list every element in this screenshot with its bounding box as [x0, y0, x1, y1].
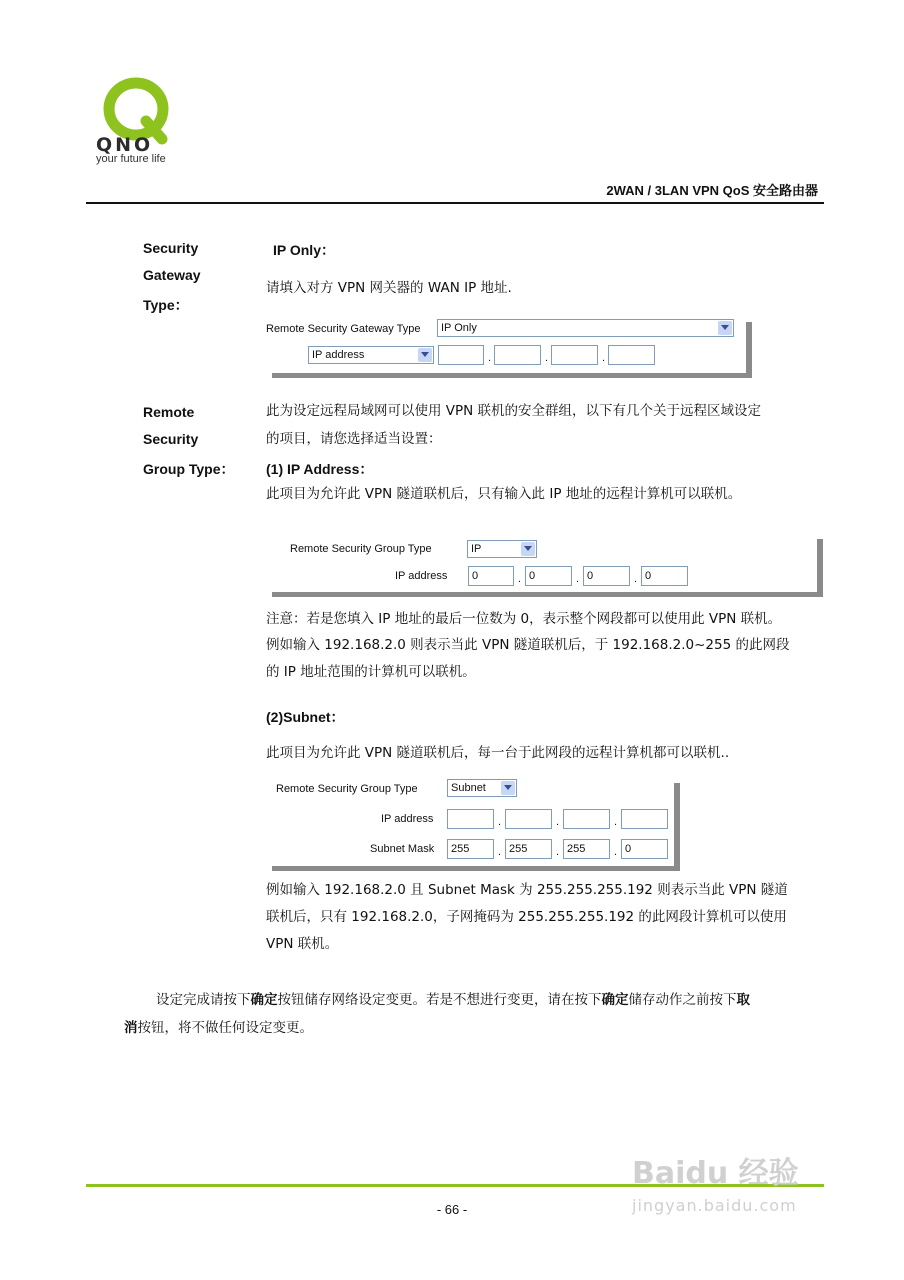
subnet-mask-octet-3[interactable]: 255	[563, 839, 610, 859]
example-line-3: VPN 联机。	[266, 936, 339, 952]
group-ip-octet-2[interactable]: 0	[525, 566, 572, 586]
logo-wordmark: QNO	[96, 134, 154, 156]
subnet-ip-label: IP address	[381, 813, 434, 825]
note-line-3: 的 IP 地址范围的计算机可以联机。	[266, 664, 476, 680]
gateway-type-label: Remote Security Gateway Type	[266, 323, 421, 335]
term-group-type: Group Type：	[143, 461, 235, 477]
closing-line-2: 消按钮，将不做任何设定变更。	[124, 1020, 313, 1036]
term-gateway: Gateway	[143, 267, 201, 283]
chevron-down-icon	[718, 321, 732, 335]
ip-only-desc: 请填入对方 VPN 网关器的 WAN IP 地址.	[266, 280, 512, 296]
term-security-2: Security	[143, 431, 199, 447]
group-intro-line-1: 此为设定远程局域网可以使用 VPN 联机的安全群组，以下有几个关于远程区域设定	[266, 403, 762, 419]
subnet-ip-octet-3[interactable]	[563, 809, 610, 829]
closing-line-1: 设定完成请按下确定按钮储存网络设定变更。若是不想进行变更，请在按下确定储存动作之前按下取	[156, 992, 750, 1008]
gateway-ip-octet-1[interactable]	[438, 345, 484, 365]
gateway-ip-octet-4[interactable]	[608, 345, 655, 365]
subnet-ip-octet-1[interactable]	[447, 809, 494, 829]
ip-address-heading: (1) IP Address：	[266, 461, 374, 477]
subnet-mask-octet-2[interactable]: 255	[505, 839, 552, 859]
group-ip-panel: Remote Security Group Type IP IP address 0 . 0 . 0 . 0	[272, 539, 823, 597]
gateway-address-type-select[interactable]: IP address	[308, 346, 434, 364]
group-ip-octet-1[interactable]: 0	[468, 566, 514, 586]
header-divider	[86, 202, 824, 204]
gateway-panel: Remote Security Gateway Type IP Only IP address . . .	[272, 322, 752, 378]
chevron-down-icon	[521, 542, 535, 556]
example-line-1: 例如输入 192.168.2.0 且 Subnet Mask 为 255.255.255.192 则表示当此 VPN 隧道	[266, 882, 788, 898]
group-intro-line-2: 的项目，请您选择适当设置：	[266, 431, 442, 447]
subnet-mask-octet-4[interactable]: 0	[621, 839, 668, 859]
ip-only-heading: IP Only：	[273, 242, 335, 258]
term-remote: Remote	[143, 404, 195, 420]
example-line-2: 联机后，只有 192.168.2.0，子网掩码为 255.255.255.192 的此网段计算机可以使用	[266, 909, 787, 925]
ip-address-desc: 此项目为允许此 VPN 隧道联机后，只有输入此 IP 地址的远程计算机可以联机。	[266, 486, 742, 502]
group-subnet-panel: Remote Security Group Type Subnet IP address . . . Subnet Mask 255 . 255 . 255 . 0	[272, 777, 680, 871]
group-type-select[interactable]: IP	[467, 540, 537, 558]
page-number: - 66 -	[436, 1202, 468, 1217]
gateway-type-select[interactable]: IP Only	[437, 319, 734, 337]
subnet-mask-octet-1[interactable]: 255	[447, 839, 494, 859]
group-ip-octet-3[interactable]: 0	[583, 566, 630, 586]
group-ip-octet-4[interactable]: 0	[641, 566, 688, 586]
page-header-title: 2WAN / 3LAN VPN QoS 安全路由器	[606, 183, 818, 198]
baidu-watermark: Baidu 经验 jingyan.baidu.com	[632, 1156, 799, 1215]
group-type-label: Remote Security Group Type	[290, 543, 432, 555]
subnet-ip-octet-2[interactable]	[505, 809, 552, 829]
note-line-2: 例如输入 192.168.2.0 则表示当此 VPN 隧道联机后，于 192.168.2.0~255 的此网段	[266, 637, 790, 653]
gateway-ip-octet-2[interactable]	[494, 345, 541, 365]
term-security: Security	[143, 240, 199, 256]
subnet-group-type-select[interactable]: Subnet	[447, 779, 517, 797]
gateway-ip-octet-3[interactable]	[551, 345, 598, 365]
subnet-group-type-label: Remote Security Group Type	[276, 783, 418, 795]
logo-tagline: your future life	[96, 153, 166, 165]
subnet-desc: 此项目为允许此 VPN 隧道联机后，每一台于此网段的远程计算机都可以联机..	[266, 745, 730, 761]
subnet-ip-octet-4[interactable]	[621, 809, 668, 829]
chevron-down-icon	[501, 781, 515, 795]
note-line-1: 注意：若是您填入 IP 地址的最后一位数为 0，表示整个网段都可以使用此 VPN 联机。	[266, 611, 782, 627]
ip-address-label: IP address	[395, 570, 448, 582]
chevron-down-icon	[418, 348, 432, 362]
term-type: Type：	[143, 297, 189, 313]
subnet-heading: (2)Subnet：	[266, 709, 345, 725]
subnet-mask-label: Subnet Mask	[370, 843, 435, 855]
